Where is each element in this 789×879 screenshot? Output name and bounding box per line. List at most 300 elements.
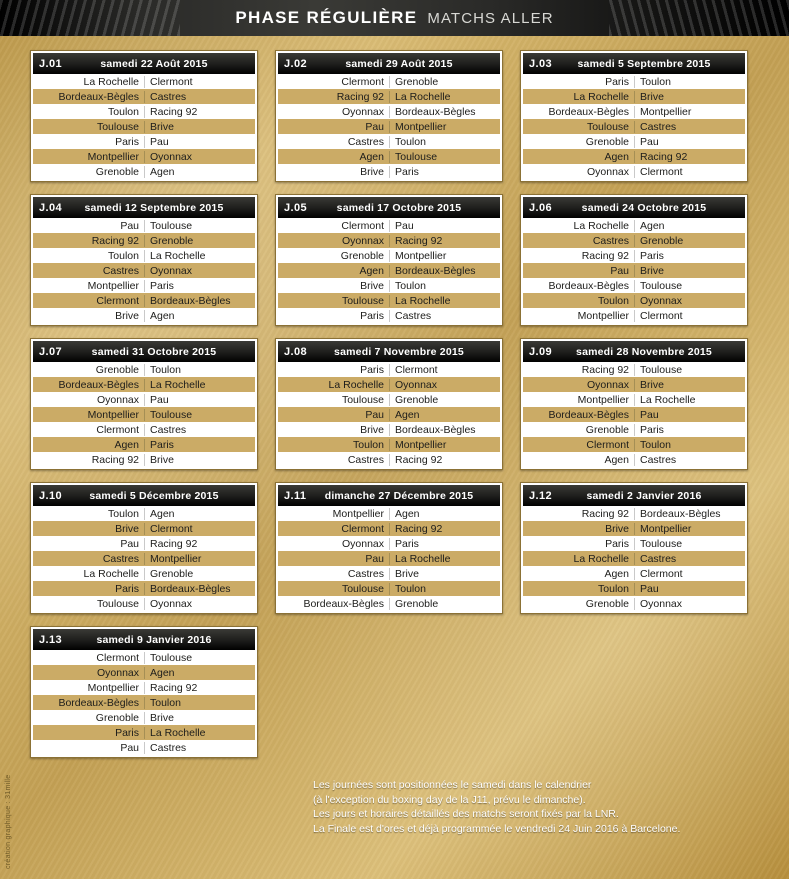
away-team: Oyonnax [144, 598, 255, 610]
matchday-date: samedi 24 Octobre 2015 [581, 201, 707, 214]
home-team: Paris [360, 363, 384, 376]
matchday-date: samedi 28 Novembre 2015 [576, 345, 712, 358]
home-team: Brive [605, 522, 629, 535]
matchday-grid [30, 50, 773, 758]
away-team: Toulouse [144, 409, 255, 421]
home-team: La Rochelle [328, 378, 384, 391]
home-team: Pau [365, 120, 384, 133]
away-team: Toulouse [634, 538, 745, 550]
match-row [523, 263, 745, 278]
home-team: Bordeaux-Bègles [548, 279, 629, 292]
away-team: Grenoble [389, 598, 500, 610]
matchday-header [33, 197, 255, 218]
home-team: Pau [120, 741, 139, 754]
matchday-header [33, 53, 255, 74]
matchday-header [33, 341, 255, 362]
away-team: Clermont [634, 310, 745, 322]
home-team: Paris [115, 726, 139, 739]
match-row [33, 293, 255, 308]
away-team: Montpellier [389, 250, 500, 262]
away-team: Brive [144, 712, 255, 724]
away-team: Brive [634, 379, 745, 391]
home-team: Paris [115, 582, 139, 595]
away-team: Clermont [144, 76, 255, 88]
matchday-id: J.08 [284, 345, 308, 358]
matchday-card [275, 338, 503, 470]
away-team: Pau [634, 409, 745, 421]
home-team: Clermont [341, 75, 384, 88]
page-title: PHASE RÉGULIÈRE [235, 8, 418, 27]
match-row [33, 248, 255, 263]
away-team: Oyonnax [144, 151, 255, 163]
away-team: La Rochelle [144, 727, 255, 739]
match-row [33, 407, 255, 422]
away-team: Grenoble [389, 76, 500, 88]
header-stripes-left [0, 0, 180, 36]
home-team: Toulouse [586, 120, 629, 133]
match-row [33, 566, 255, 581]
away-team: La Rochelle [389, 295, 500, 307]
home-team: Oyonnax [341, 105, 384, 118]
away-team: Pau [389, 220, 500, 232]
matchday-header [523, 197, 745, 218]
match-row [523, 422, 745, 437]
match-row [278, 104, 500, 119]
matchday-id: J.10 [39, 489, 63, 502]
match-row [523, 392, 745, 407]
home-team: Toulouse [96, 597, 139, 610]
home-team: Oyonnax [96, 666, 139, 679]
home-team: La Rochelle [83, 567, 139, 580]
matchday-id: J.12 [529, 489, 553, 502]
away-team: Castres [144, 424, 255, 436]
match-row [33, 263, 255, 278]
home-team: Toulouse [341, 393, 384, 406]
match-row [33, 452, 255, 467]
match-row [523, 293, 745, 308]
away-team: Agen [144, 667, 255, 679]
matchday-card [30, 482, 258, 614]
matchday-date: samedi 5 Septembre 2015 [577, 57, 711, 70]
away-team: Grenoble [144, 568, 255, 580]
home-team: Montpellier [577, 393, 629, 406]
away-team: Toulon [389, 583, 500, 595]
match-row [278, 89, 500, 104]
match-row [278, 218, 500, 233]
match-list [33, 650, 255, 755]
matchday-date: samedi 9 Janvier 2016 [96, 633, 212, 646]
matchday-header [278, 485, 500, 506]
away-team: Racing 92 [144, 106, 255, 118]
calendar-page [0, 36, 789, 758]
home-team: Pau [365, 408, 384, 421]
away-team: Castres [144, 742, 255, 754]
match-list [33, 506, 255, 611]
home-team: Racing 92 [91, 453, 139, 466]
match-row [33, 710, 255, 725]
header-stripes-right [609, 0, 789, 36]
matchday-card [520, 194, 748, 326]
match-row [33, 134, 255, 149]
matchday-header [523, 485, 745, 506]
match-row [278, 452, 500, 467]
home-team: Bordeaux-Bègles [58, 696, 139, 709]
away-team: Castres [634, 454, 745, 466]
away-team: Toulon [634, 439, 745, 451]
note-line: (à l'exception du boxing day de la J11, prévu le dimanche). [313, 793, 586, 806]
away-team: Racing 92 [634, 151, 745, 163]
home-team: Clermont [96, 651, 139, 664]
match-row [523, 437, 745, 452]
home-team: Castres [347, 567, 384, 580]
match-row [33, 233, 255, 248]
home-team: Grenoble [95, 363, 139, 376]
home-team: Racing 92 [336, 90, 384, 103]
matchday-id: J.09 [529, 345, 553, 358]
away-team: Agen [144, 508, 255, 520]
match-row [278, 149, 500, 164]
match-row [33, 149, 255, 164]
match-row [33, 581, 255, 596]
matchday-date: samedi 7 Novembre 2015 [334, 345, 464, 358]
matchday-header [523, 53, 745, 74]
match-row [278, 278, 500, 293]
away-team: Paris [634, 424, 745, 436]
away-team: Paris [144, 280, 255, 292]
away-team: Grenoble [144, 235, 255, 247]
away-team: La Rochelle [144, 379, 255, 391]
match-row [523, 536, 745, 551]
home-team: Toulon [598, 294, 629, 307]
home-team: Toulon [353, 438, 384, 451]
home-team: Castres [347, 453, 384, 466]
home-team: Oyonnax [586, 378, 629, 391]
home-team: Brive [115, 522, 139, 535]
home-team: Montpellier [87, 150, 139, 163]
away-team: Clermont [634, 166, 745, 178]
match-list [33, 218, 255, 323]
matchday-card [30, 194, 258, 326]
away-team: Oyonnax [389, 379, 500, 391]
match-row [278, 293, 500, 308]
match-row [523, 233, 745, 248]
match-row [278, 407, 500, 422]
page-header [0, 0, 789, 36]
note-line: Les journées sont positionnées le samedi dans le calendrier [313, 779, 592, 791]
match-row [523, 308, 745, 323]
home-team: Toulon [108, 249, 139, 262]
away-team: Toulouse [389, 151, 500, 163]
match-row [278, 536, 500, 551]
home-team: Bordeaux-Bègles [58, 378, 139, 391]
away-team: Brive [634, 91, 745, 103]
match-row [523, 149, 745, 164]
home-team: Bordeaux-Bègles [58, 90, 139, 103]
matchday-id: J.13 [39, 633, 63, 646]
home-team: Montpellier [87, 681, 139, 694]
match-list [33, 74, 255, 179]
home-team: Castres [347, 135, 384, 148]
away-team: Racing 92 [389, 235, 500, 247]
away-team: Racing 92 [389, 454, 500, 466]
home-team: Toulon [108, 507, 139, 520]
match-row [523, 566, 745, 581]
home-team: Clermont [341, 219, 384, 232]
away-team: Racing 92 [389, 523, 500, 535]
match-row [33, 392, 255, 407]
home-team: Oyonnax [341, 234, 384, 247]
home-team: Pau [365, 552, 384, 565]
header-title-group [235, 8, 553, 28]
page-subtitle: MATCHS ALLER [427, 10, 554, 27]
away-team: La Rochelle [634, 394, 745, 406]
home-team: Castres [592, 234, 629, 247]
match-row [33, 218, 255, 233]
match-row [523, 119, 745, 134]
away-team: Pau [634, 136, 745, 148]
matchday-date: samedi 2 Janvier 2016 [586, 489, 702, 502]
matchday-date: samedi 31 Octobre 2015 [91, 345, 217, 358]
match-row [33, 89, 255, 104]
matchday-id: J.03 [529, 57, 553, 70]
away-team: Bordeaux-Bègles [389, 265, 500, 277]
match-row [523, 506, 745, 521]
matchday-id: J.01 [39, 57, 63, 70]
match-row [278, 506, 500, 521]
away-team: Paris [634, 250, 745, 262]
away-team: Agen [389, 409, 500, 421]
away-team: Oyonnax [634, 598, 745, 610]
matchday-card [30, 338, 258, 470]
matchday-id: J.07 [39, 345, 63, 358]
away-team: Toulon [144, 697, 255, 709]
away-team: Toulon [389, 280, 500, 292]
match-row [33, 695, 255, 710]
home-team: Pau [610, 264, 629, 277]
away-team: Grenoble [634, 235, 745, 247]
home-team: Paris [605, 537, 629, 550]
match-row [278, 437, 500, 452]
matchday-date: samedi 29 Août 2015 [345, 57, 453, 70]
matchday-card [520, 338, 748, 470]
away-team: Pau [634, 583, 745, 595]
matchday-date: dimanche 27 Décembre 2015 [324, 489, 474, 502]
away-team: Agen [389, 508, 500, 520]
home-team: Racing 92 [91, 234, 139, 247]
match-row [33, 506, 255, 521]
match-row [523, 581, 745, 596]
match-list [278, 362, 500, 467]
match-row [523, 596, 745, 611]
matchday-header [33, 629, 255, 650]
design-credit: création graphique : 31mille [5, 774, 12, 869]
away-team: Castres [634, 553, 745, 565]
match-row [33, 362, 255, 377]
away-team: Clermont [634, 568, 745, 580]
match-row [278, 392, 500, 407]
home-team: Oyonnax [96, 393, 139, 406]
home-team: Bordeaux-Bègles [303, 597, 384, 610]
away-team: Oyonnax [144, 265, 255, 277]
away-team: La Rochelle [144, 250, 255, 262]
away-team: Racing 92 [144, 682, 255, 694]
matchday-date: samedi 17 Octobre 2015 [336, 201, 462, 214]
home-team: Oyonnax [586, 165, 629, 178]
home-team: Toulouse [341, 294, 384, 307]
home-team: Agen [604, 453, 629, 466]
home-team: Agen [359, 264, 384, 277]
away-team: Montpellier [634, 523, 745, 535]
home-team: La Rochelle [573, 219, 629, 232]
match-row [523, 134, 745, 149]
matchday-date: samedi 12 Septembre 2015 [84, 201, 224, 214]
away-team: Toulon [634, 76, 745, 88]
matchday-header [278, 197, 500, 218]
home-team: Racing 92 [581, 249, 629, 262]
away-team: Bordeaux-Bègles [144, 295, 255, 307]
match-row [278, 521, 500, 536]
matchday-card [275, 50, 503, 182]
away-team: Toulon [389, 136, 500, 148]
match-row [278, 233, 500, 248]
match-row [523, 278, 745, 293]
home-team: Brive [115, 309, 139, 322]
home-team: La Rochelle [573, 90, 629, 103]
match-row [278, 581, 500, 596]
matchday-card [30, 626, 258, 758]
match-row [523, 521, 745, 536]
home-team: Clermont [96, 423, 139, 436]
away-team: Oyonnax [634, 295, 745, 307]
matchday-card [275, 482, 503, 614]
match-row [523, 452, 745, 467]
home-team: Grenoble [340, 249, 384, 262]
home-team: Racing 92 [581, 363, 629, 376]
match-row [33, 596, 255, 611]
away-team: Castres [634, 121, 745, 133]
away-team: La Rochelle [389, 91, 500, 103]
match-row [523, 164, 745, 179]
away-team: Paris [389, 538, 500, 550]
match-row [33, 725, 255, 740]
home-team: Toulon [598, 582, 629, 595]
match-row [278, 119, 500, 134]
match-row [33, 536, 255, 551]
home-team: Castres [102, 264, 139, 277]
match-row [523, 551, 745, 566]
home-team: Castres [102, 552, 139, 565]
matchday-card [30, 50, 258, 182]
home-team: Pau [120, 537, 139, 550]
match-row [278, 308, 500, 323]
away-team: Castres [389, 310, 500, 322]
match-row [523, 362, 745, 377]
match-row [278, 134, 500, 149]
match-list [523, 362, 745, 467]
match-row [523, 218, 745, 233]
matchday-header [523, 341, 745, 362]
matchday-id: J.05 [284, 201, 308, 214]
home-team: Toulouse [96, 120, 139, 133]
match-row [33, 437, 255, 452]
home-team: Racing 92 [581, 507, 629, 520]
match-list [33, 362, 255, 467]
home-team: La Rochelle [573, 552, 629, 565]
away-team: Brive [144, 121, 255, 133]
match-list [278, 506, 500, 611]
away-team: Montpellier [389, 439, 500, 451]
matchday-id: J.06 [529, 201, 553, 214]
away-team: Toulouse [144, 220, 255, 232]
home-team: Grenoble [585, 597, 629, 610]
home-team: Grenoble [585, 423, 629, 436]
away-team: Brive [144, 454, 255, 466]
match-row [523, 407, 745, 422]
match-list [523, 74, 745, 179]
match-row [33, 665, 255, 680]
home-team: Brive [360, 165, 384, 178]
away-team: Clermont [389, 364, 500, 376]
home-team: Montpellier [332, 507, 384, 520]
away-team: Toulouse [634, 280, 745, 292]
match-row [33, 164, 255, 179]
match-row [523, 74, 745, 89]
home-team: Agen [114, 438, 139, 451]
home-team: Agen [604, 567, 629, 580]
home-team: Bordeaux-Bègles [548, 408, 629, 421]
match-row [523, 377, 745, 392]
match-row [33, 521, 255, 536]
match-row [33, 377, 255, 392]
matchday-card [520, 50, 748, 182]
matchday-id: J.11 [284, 489, 307, 502]
match-row [523, 248, 745, 263]
away-team: La Rochelle [389, 553, 500, 565]
away-team: Castres [144, 91, 255, 103]
match-row [278, 422, 500, 437]
match-row [33, 422, 255, 437]
match-row [33, 278, 255, 293]
home-team: Grenoble [585, 135, 629, 148]
away-team: Toulon [144, 364, 255, 376]
away-team: Toulouse [144, 652, 255, 664]
match-row [33, 308, 255, 323]
home-team: Clermont [96, 294, 139, 307]
home-team: Pau [120, 219, 139, 232]
home-team: Grenoble [95, 165, 139, 178]
home-team: Montpellier [577, 309, 629, 322]
match-row [278, 263, 500, 278]
match-row [278, 248, 500, 263]
home-team: Clermont [341, 522, 384, 535]
away-team: Brive [634, 265, 745, 277]
match-row [278, 74, 500, 89]
away-team: Toulouse [634, 364, 745, 376]
away-team: Racing 92 [144, 538, 255, 550]
match-row [33, 551, 255, 566]
match-row [33, 119, 255, 134]
away-team: Bordeaux-Bègles [389, 424, 500, 436]
home-team: Bordeaux-Bègles [548, 105, 629, 118]
home-team: Paris [115, 135, 139, 148]
matchday-header [33, 485, 255, 506]
away-team: Montpellier [634, 106, 745, 118]
home-team: Agen [359, 150, 384, 163]
home-team: Brive [360, 279, 384, 292]
away-team: Agen [634, 220, 745, 232]
away-team: Clermont [144, 523, 255, 535]
match-row [523, 89, 745, 104]
